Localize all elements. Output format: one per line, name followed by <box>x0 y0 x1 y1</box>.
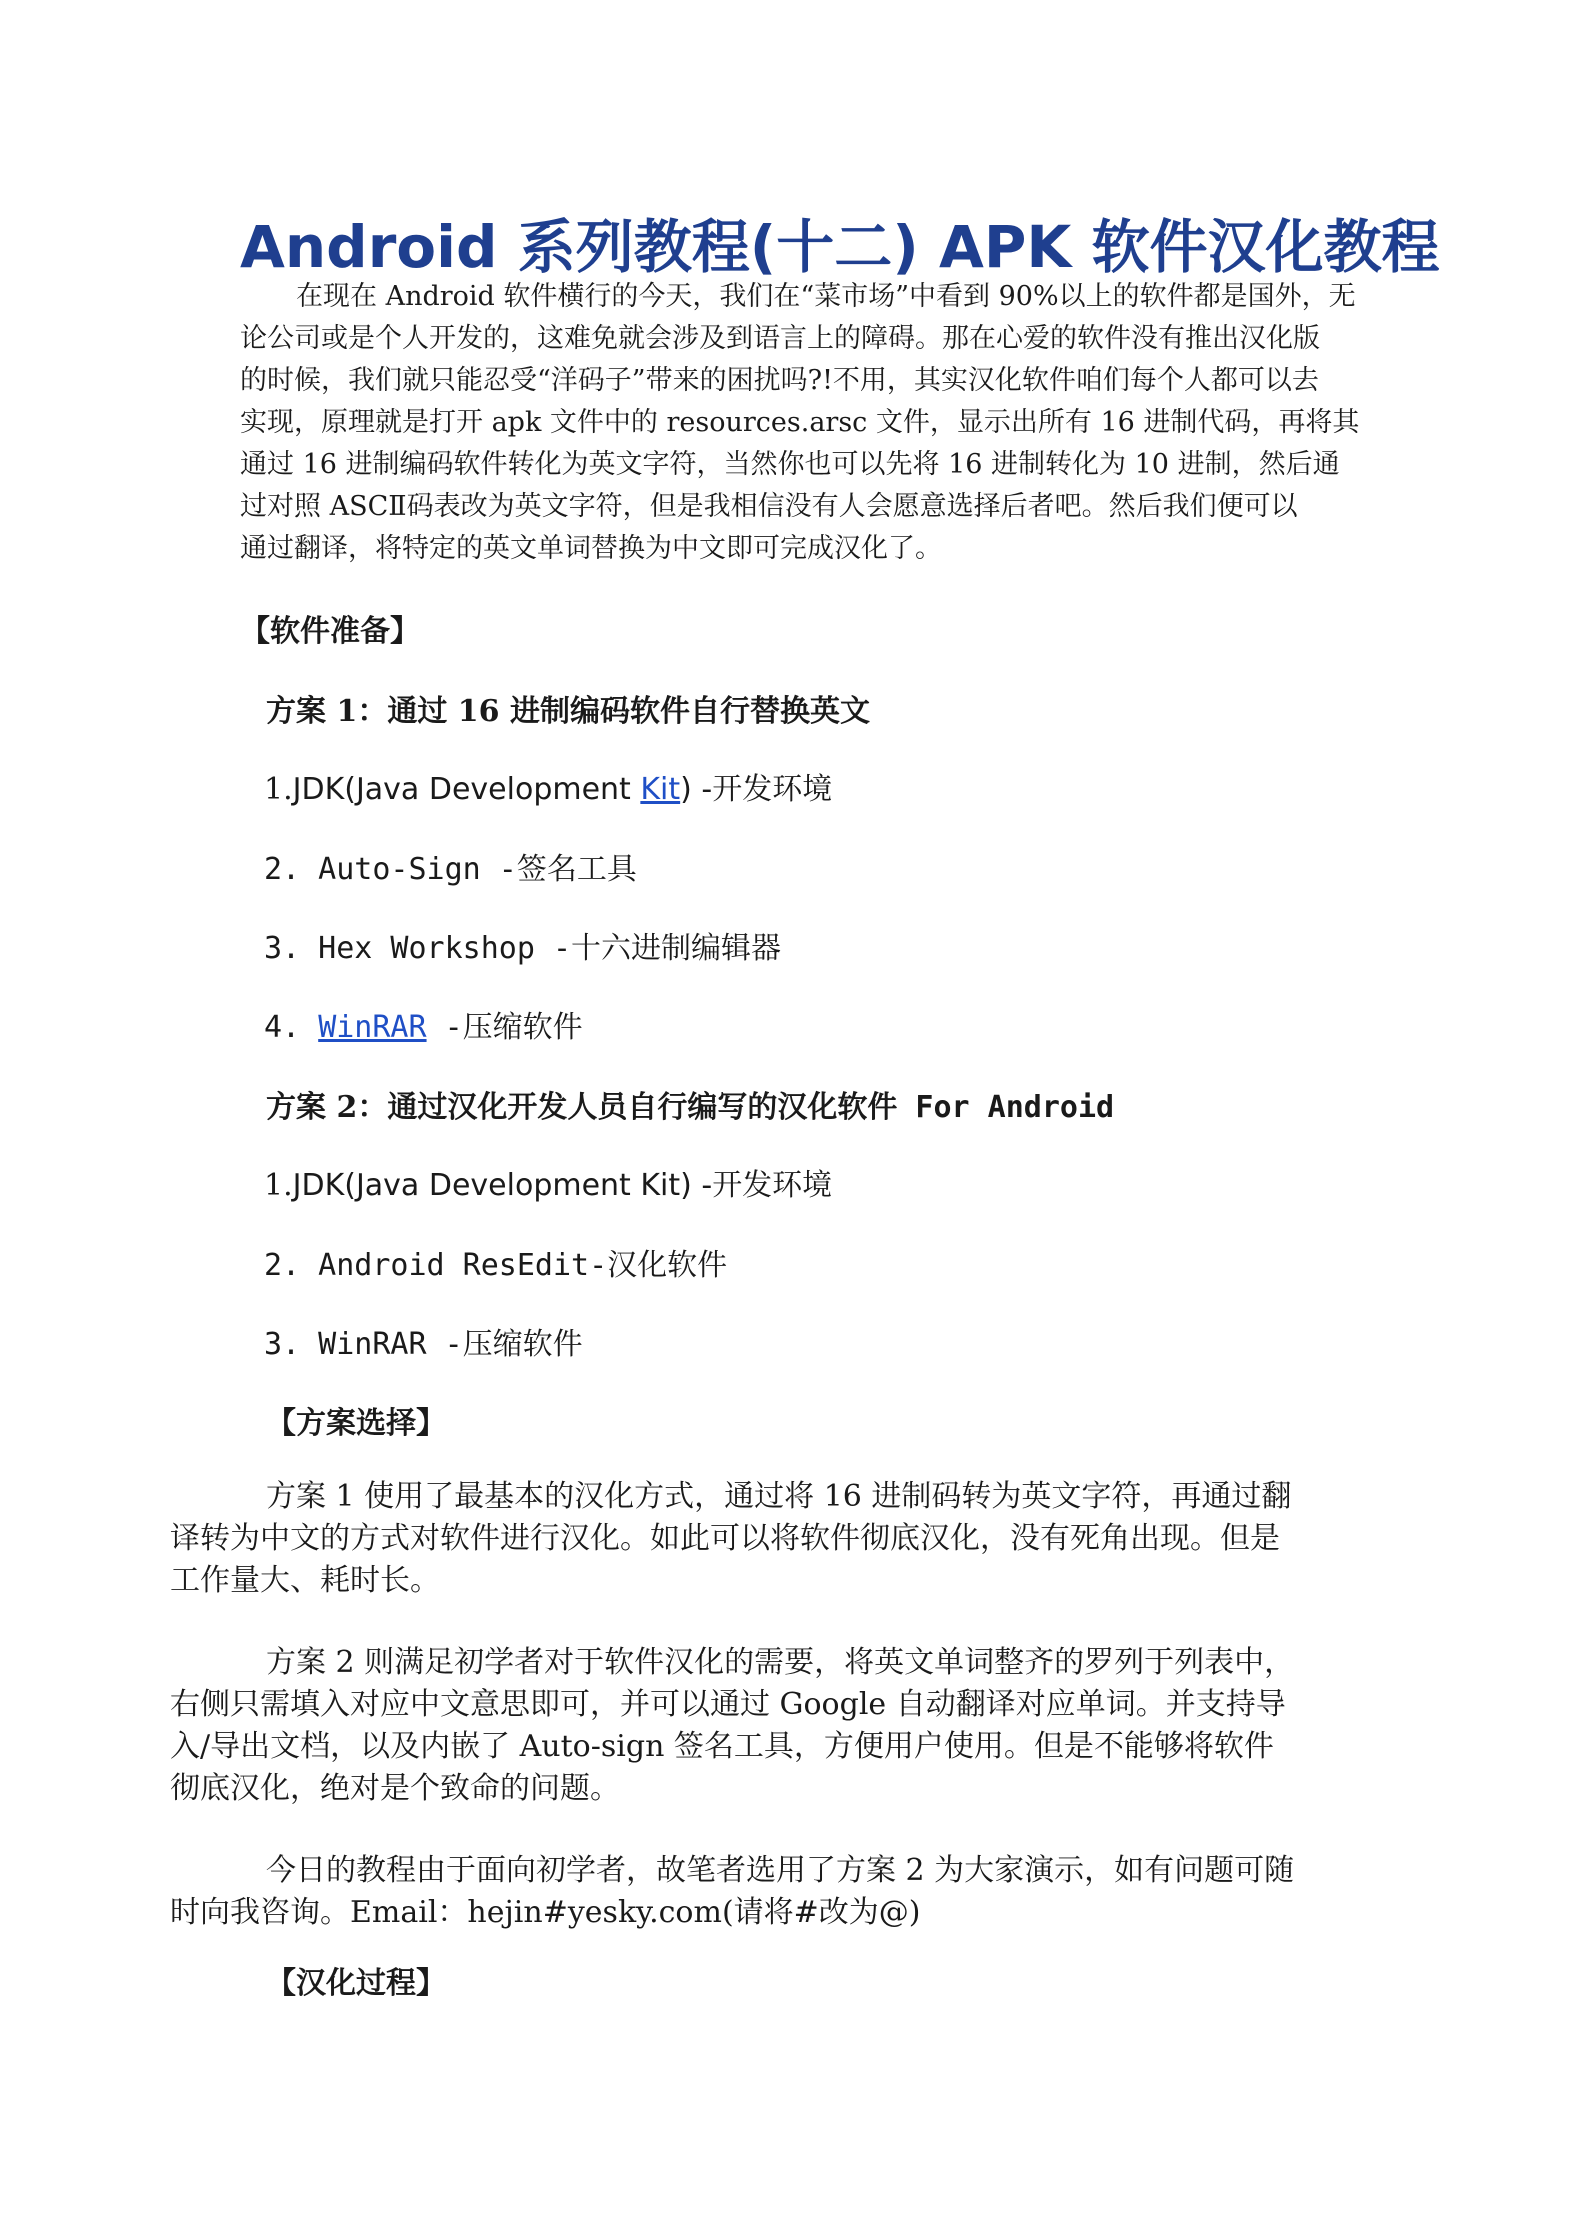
para-line: 译转为中文的方式对软件进行汉化。如此可以将软件彻底汉化，没有死角出现。但是 <box>170 1521 1280 1556</box>
intro-line: 论公司或是个人开发的，这难免就会涉及到语言上的障碍。那在心爱的软件没有推出汉化版 <box>240 323 1320 354</box>
item-number: 4. <box>264 1010 319 1045</box>
intro-line: 通过翻译，将特定的英文单词替换为中文即可完成汉化了。 <box>240 533 942 564</box>
plan-choice-paragraph-3 <box>170 1850 1294 1934</box>
plan-choice-paragraph-1 <box>170 1476 1291 1602</box>
plan2-heading <box>266 1082 1114 1126</box>
plan1-item-hexworkshop: 3. Hex Workshop -十六进制编辑器 <box>264 931 782 966</box>
plan1-item-jdk <box>264 764 832 808</box>
page-title: Android 系列教程(十二) APK 软件汉化教程 <box>240 213 1440 281</box>
kit-link[interactable]: Kit <box>640 772 681 807</box>
para-line: 入/导出文档，以及内嵌了 Auto-sign 签名工具，方便用户使用。但是不能够将软件 <box>170 1729 1274 1764</box>
item-description: -压缩软件 <box>426 1010 583 1045</box>
intro-line: 过对照 ASCⅡ码表改为英文字符，但是我相信没有人会愿意选择后者吧。然后我们便可以 <box>240 491 1298 522</box>
intro-line: 通过 16 进制编码软件转化为英文字符，当然你也可以先将 16 进制转化为 10 进制，然后通 <box>240 449 1340 480</box>
plan-choice-paragraph-2 <box>170 1642 1294 1810</box>
plan2-heading-cn: 方案 2：通过汉化开发人员自行编写的汉化软件 <box>266 1090 898 1125</box>
item-description: 开发环境 <box>712 1168 833 1203</box>
intro-line: 实现，原理就是打开 apk 文件中的 resources.arsc 文件，显示出所有 16 进制代码，再将其 <box>240 407 1360 438</box>
para-line: 时向我咨询。Email：hejin#yesky.com(请将#改为@) <box>170 1895 921 1930</box>
para-line: 右侧只需填入对应中文意思即可，并可以通过 Google 自动翻译对应单词。并支持导 <box>170 1687 1286 1722</box>
para-line: 方案 1 使用了最基本的汉化方式，通过将 16 进制码转为英文字符，再通过翻 <box>266 1479 1292 1514</box>
plan2-item-winrar: 3. WinRAR -压缩软件 <box>264 1327 583 1362</box>
para-line: 今日的教程由于面向初学者，故笔者选用了方案 2 为大家演示，如有问题可随 <box>266 1853 1295 1888</box>
intro-line: 的时候，我们就只能忍受“洋码子”带来的困扰吗?!不用，其实汉化软件咱们每个人都可以去 <box>240 365 1319 396</box>
winrar-link[interactable]: WinRAR <box>318 1010 427 1045</box>
plan1-item-winrar <box>264 1002 583 1046</box>
item-text-tail: ) - <box>680 772 713 807</box>
item-number: 1. <box>264 1168 293 1203</box>
item-description: 开发环境 <box>712 772 833 807</box>
para-line: 彻底汉化，绝对是个致命的问题。 <box>170 1771 620 1806</box>
item-text: JDK(Java Development Kit) - <box>292 1168 713 1203</box>
intro-line: 在现在 Android 软件横行的今天，我们在“菜市场”中看到 90%以上的软件都是国外，无 <box>296 281 1356 312</box>
plan2-heading-en: For Android <box>897 1090 1115 1125</box>
para-line: 工作量大、耗时长。 <box>170 1563 440 1598</box>
plan1-heading: 方案 1：通过 16 进制编码软件自行替换英文 <box>266 694 870 729</box>
plan1-item-autosign: 2. Auto-Sign -签名工具 <box>264 852 637 887</box>
item-text: JDK(Java Development <box>292 772 641 807</box>
section-heading-process: 【汉化过程】 <box>266 1966 446 2001</box>
para-line: 方案 2 则满足初学者对于软件汉化的需要，将英文单词整齐的罗列于列表中， <box>266 1645 1295 1680</box>
section-heading-choice: 【方案选择】 <box>266 1406 446 1441</box>
intro-paragraph <box>240 276 1360 570</box>
plan2-item-resedit: 2. Android ResEdit-汉化软件 <box>264 1248 728 1283</box>
section-heading-software: 【软件准备】 <box>240 614 420 649</box>
plan2-item-jdk <box>264 1160 832 1204</box>
item-number: 1. <box>264 772 293 807</box>
